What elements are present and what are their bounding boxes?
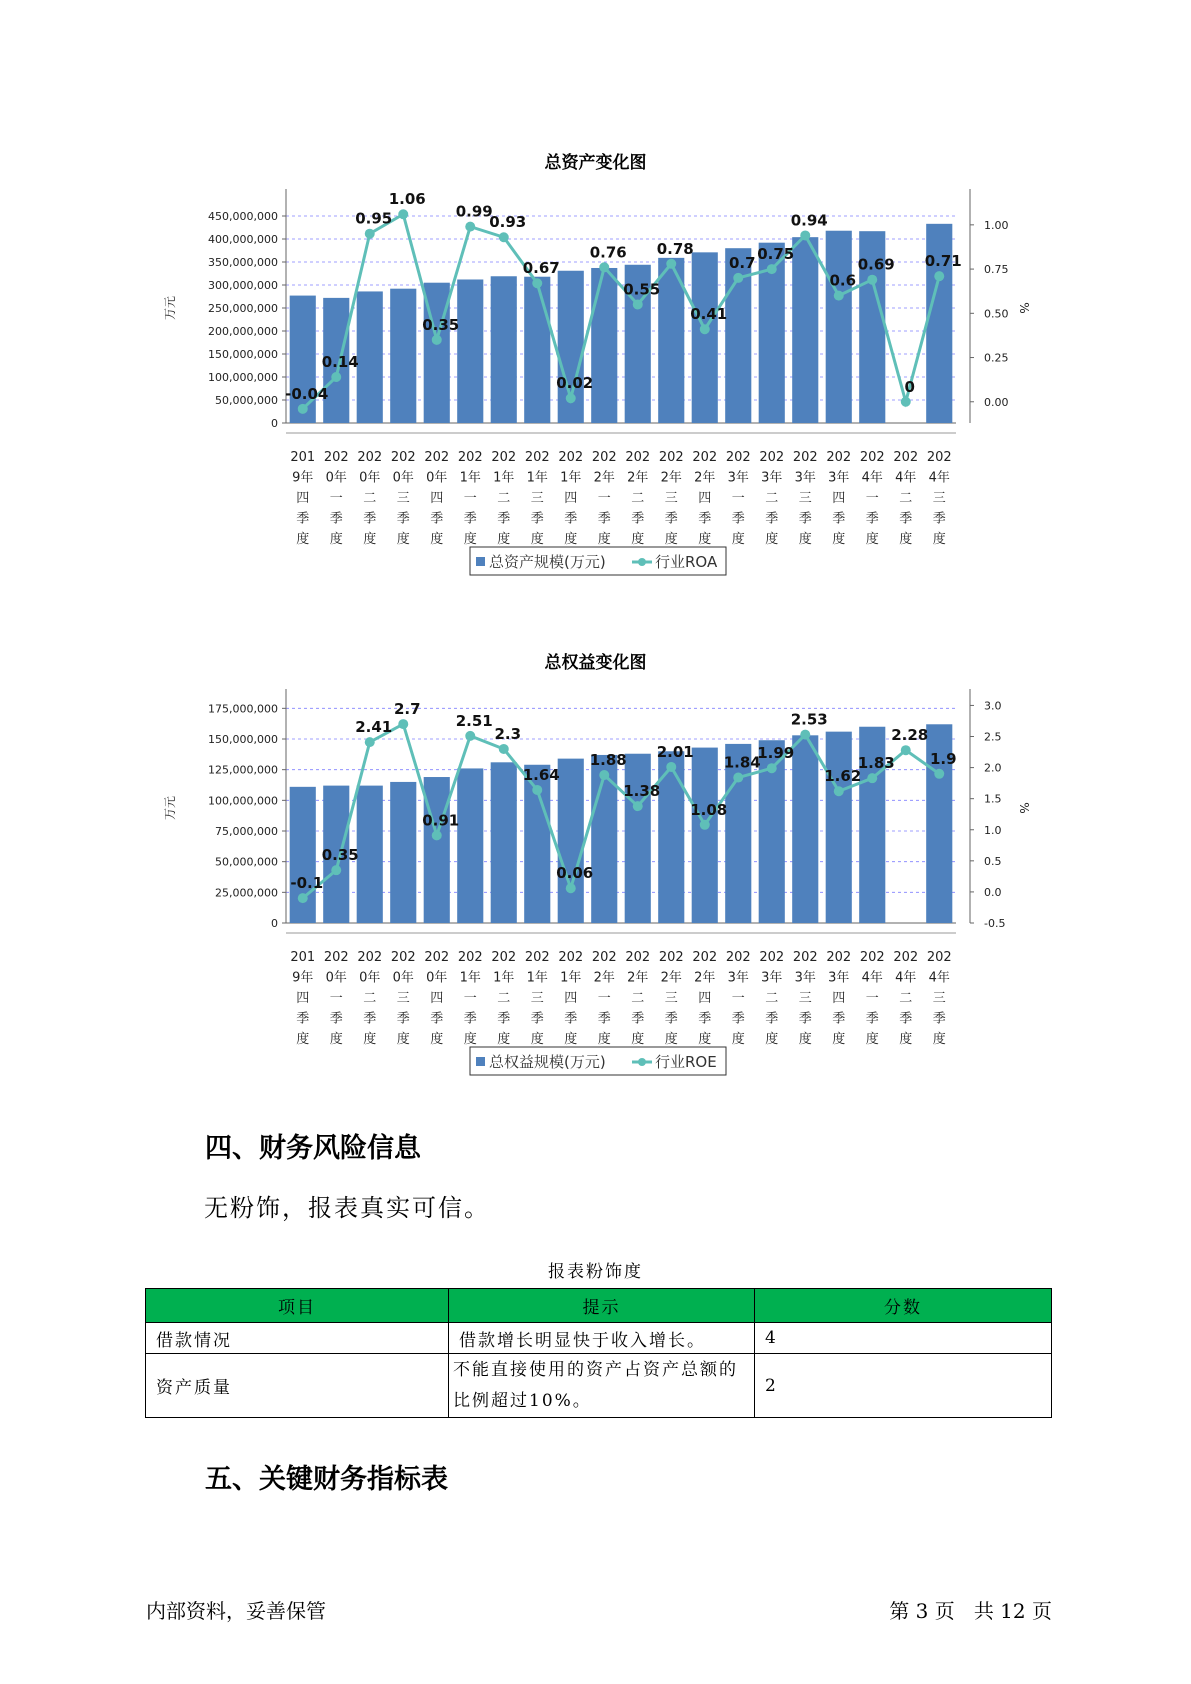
line-point [867,275,877,285]
line-point [499,744,509,754]
y2-tick-label: 0.50 [984,307,1009,321]
chart-title-equity: 总权益变化图 [544,653,647,673]
line-point [532,785,542,795]
y-tick-label: 50,000,000 [215,394,278,407]
data-label: 1.08 [690,800,728,819]
line-point [331,865,341,875]
legend-line-label: 行业ROE [655,1053,717,1071]
data-label: 0.76 [589,243,627,262]
row-hint: 不能直接使用的资产占资产总额的比例超过10%。 [449,1354,755,1418]
data-label: 2.7 [393,700,421,719]
y2-tick-label: 0.0 [984,885,1002,899]
data-label: 0.93 [489,213,527,232]
y-tick-label: 0 [271,417,278,430]
bar [692,252,718,423]
bar [357,786,383,923]
line-point [465,731,475,741]
x-tick-label: 202 0年三季度 [390,450,416,547]
table-caption: 报表粉饰度 [548,1262,643,1282]
header-item: 项目 [146,1289,449,1323]
y-tick-label: 25,000,000 [215,886,278,900]
x-tick-label: 202 2年二季度 [625,950,651,1047]
line-point [331,372,341,382]
data-label: 0 [904,377,915,396]
x-tick-label: 202 1年二季度 [491,450,517,547]
data-label: 1.84 [723,753,761,772]
row-item: 资产质量 [146,1354,449,1418]
y-tick-label: 200,000,000 [208,325,278,338]
y-tick-label: 150,000,000 [208,733,278,746]
data-label: -0.04 [285,384,329,403]
x-tick-label: 202 3年四季度 [826,450,852,547]
y2-tick-label: 2.5 [984,730,1002,744]
line-point [867,773,877,783]
x-tick-label: 202 2年一季度 [591,950,617,1047]
x-tick-label: 202 1年一季度 [457,450,483,547]
line-point [934,271,944,281]
y2-tick-label: 1.00 [984,218,1009,232]
x-tick-label: 202 0年四季度 [424,450,450,547]
bar [491,762,517,923]
y-tick-label: 350,000,000 [208,256,278,269]
x-tick-label: 202 0年三季度 [390,950,416,1047]
bar [390,289,416,423]
x-tick-label: 202 3年一季度 [725,950,751,1047]
y-axis-title: 万元 [163,795,177,821]
data-label: 0.7 [728,253,756,272]
data-label: 2.3 [494,724,522,743]
data-label: 0.14 [321,353,359,371]
legend-bar-swatch [476,557,485,566]
line-point [700,324,710,334]
data-label: 2.01 [656,742,694,761]
x-tick-label: 202 2年四季度 [692,450,718,547]
bar [558,759,584,923]
line-point [599,770,609,780]
bar [591,268,617,423]
table-row [146,1323,1052,1354]
y2-tick-label: 0.25 [984,351,1009,365]
line-point [767,763,777,773]
line-point [298,404,308,414]
y-tick-label: 100,000,000 [208,371,278,384]
x-tick-label: 202 1年三季度 [524,450,550,547]
x-tick-label: 202 4年二季度 [893,450,919,547]
data-label: 0.67 [522,259,560,278]
footer-confidential: 内部资料，妥善保管 [146,1599,326,1623]
x-tick-label: 202 2年三季度 [658,950,684,1047]
line-point [465,222,475,232]
table-header-row [146,1289,1052,1323]
line-point [934,769,944,779]
x-tick-label: 202 2年一季度 [591,450,617,547]
line-point [499,232,509,242]
x-tick-label: 202 1年一季度 [457,950,483,1047]
x-tick-label: 202 1年三季度 [524,950,550,1047]
line-point [700,820,710,830]
legend-bar-swatch [476,1057,485,1066]
bar [792,237,818,423]
risk-text: 无粉饰，报表真实可信。 [204,1194,490,1222]
legend-line-marker [638,558,646,566]
x-tick-label: 202 4年一季度 [859,950,885,1047]
row-item: 借款情况 [146,1323,449,1354]
line-point [733,273,743,283]
assets-chart [0,185,1191,625]
line-point [834,291,844,301]
bar [692,748,718,923]
data-label: 1.9 [929,749,957,768]
data-label: 2.51 [455,711,493,730]
bar [826,732,852,923]
y-tick-label: 300,000,000 [208,279,278,292]
risk-section-heading: 四、财务风险信息 [205,1133,421,1164]
data-label: 0.71 [924,252,962,271]
bar [491,276,517,423]
line-point [767,264,777,274]
y2-axis-title: % [1017,802,1031,814]
x-tick-label: 202 3年二季度 [759,950,785,1047]
data-label: 0.35 [321,846,359,865]
data-label: 0.95 [355,209,393,228]
y2-tick-label: 3.0 [984,699,1002,713]
line-point [298,893,308,903]
x-tick-label: 202 2年二季度 [625,450,651,547]
chart-title-assets: 总资产变化图 [544,153,647,173]
data-label: -0.1 [290,874,324,893]
bar [390,782,416,923]
data-label: 0.69 [857,255,895,274]
x-tick-label: 202 2年三季度 [658,450,684,547]
data-label: 0.91 [422,811,460,830]
equity-chart [0,685,1191,1125]
y-tick-label: 125,000,000 [208,763,278,777]
legend-bar-label: 总资产规模(万元) [489,553,606,571]
y2-axis-title: % [1017,302,1031,314]
x-tick-label: 202 0年一季度 [323,950,349,1047]
data-label: 1.64 [522,765,560,784]
whitewash-table [145,1288,1052,1418]
legend-bar-label: 总权益规模(万元) [489,1053,606,1071]
data-label: 1.88 [589,751,627,770]
line-point [633,299,643,309]
x-tick-label: 202 3年二季度 [759,450,785,547]
data-label: 0.75 [757,245,795,264]
data-label: 1.83 [857,754,895,773]
data-label: 0.35 [422,315,460,334]
y2-tick-label: -0.5 [984,917,1006,930]
row-hint: 借款增长明显快于收入增长。 [449,1323,755,1354]
y2-tick-label: 0.5 [984,854,1002,868]
data-label: 0.6 [829,271,857,290]
line-point [800,730,810,740]
x-tick-label: 202 4年三季度 [926,950,952,1047]
bar [792,735,818,923]
bar [457,279,483,423]
line-point [834,786,844,796]
x-tick-label: 202 2年四季度 [692,950,718,1047]
data-label: 0.99 [455,202,493,221]
data-label: 1.62 [824,767,862,786]
y-tick-label: 250,000,000 [208,302,278,315]
line-point [532,278,542,288]
x-tick-label: 201 9年四季度 [290,450,316,547]
data-label: 1.38 [623,782,661,801]
x-tick-label: 202 3年三季度 [792,950,818,1047]
line-point [666,259,676,269]
x-tick-label: 202 4年二季度 [893,950,919,1047]
line-point [365,737,375,747]
line-point [365,229,375,239]
header-hint: 提示 [449,1289,755,1323]
line-point [398,209,408,219]
data-label: 0.41 [690,305,728,324]
bar [826,231,852,423]
data-label: 0.94 [790,211,828,230]
header-score: 分数 [755,1289,1052,1323]
x-tick-label: 202 1年四季度 [558,950,584,1047]
x-tick-label: 202 4年一季度 [859,450,885,547]
kpi-section-heading: 五、关键财务指标表 [205,1464,448,1495]
line-point [432,335,442,345]
data-label: 2.28 [891,726,929,745]
data-label: 0.02 [556,374,594,393]
y-tick-label: 100,000,000 [208,794,278,808]
legend-line-label: 行业ROA [655,553,718,571]
data-label: 1.06 [388,190,426,209]
y-tick-label: 400,000,000 [208,233,278,246]
data-label: 1.99 [757,744,795,763]
data-label: 0.78 [656,239,694,258]
data-label: 0.06 [556,864,594,883]
line-point [398,719,408,729]
x-tick-label: 202 0年四季度 [424,950,450,1047]
y2-tick-label: 0.00 [984,395,1009,409]
x-tick-label: 202 3年三季度 [792,450,818,547]
y2-tick-label: 1.5 [984,792,1002,806]
y2-tick-label: 0.75 [984,263,1009,277]
x-tick-label: 202 1年二季度 [491,950,517,1047]
line-point [432,830,442,840]
line-point [566,393,576,403]
line-point [901,745,911,755]
y2-tick-label: 2.0 [984,761,1002,775]
bar [457,768,483,923]
y-axis-title: 万元 [163,295,177,321]
bar [625,754,651,923]
y-tick-label: 75,000,000 [215,825,278,838]
data-label: 0.55 [623,280,661,299]
x-tick-label: 202 0年二季度 [357,450,383,547]
y-tick-label: 175,000,000 [208,702,278,716]
y-tick-label: 150,000,000 [208,348,278,361]
x-tick-label: 201 9年四季度 [290,950,316,1047]
data-label: 2.53 [790,710,828,729]
y2-tick-label: 1.0 [984,823,1002,837]
row-score: 4 [755,1323,1052,1354]
x-tick-label: 202 4年三季度 [926,450,952,547]
line-point [901,397,911,407]
x-tick-label: 202 0年一季度 [323,450,349,547]
table-row [146,1354,1052,1418]
y-tick-label: 50,000,000 [215,855,278,869]
bar [357,291,383,423]
data-label: 2.41 [355,718,393,737]
bar [424,777,450,923]
x-tick-label: 202 1年四季度 [558,450,584,547]
footer-page-number: 第 3 页 共 12 页 [889,1599,1052,1623]
x-tick-label: 202 0年二季度 [357,950,383,1047]
y-tick-label: 450,000,000 [208,210,278,223]
line-point [633,801,643,811]
x-tick-label: 202 3年四季度 [826,950,852,1047]
bar [524,277,550,423]
line-point [666,762,676,772]
row-score: 2 [755,1354,1052,1418]
line-point [733,773,743,783]
line-point [566,883,576,893]
line-point [800,230,810,240]
y-tick-label: 0 [271,917,278,930]
line-point [599,262,609,272]
legend-line-marker [638,1058,646,1066]
x-tick-label: 202 3年一季度 [725,450,751,547]
